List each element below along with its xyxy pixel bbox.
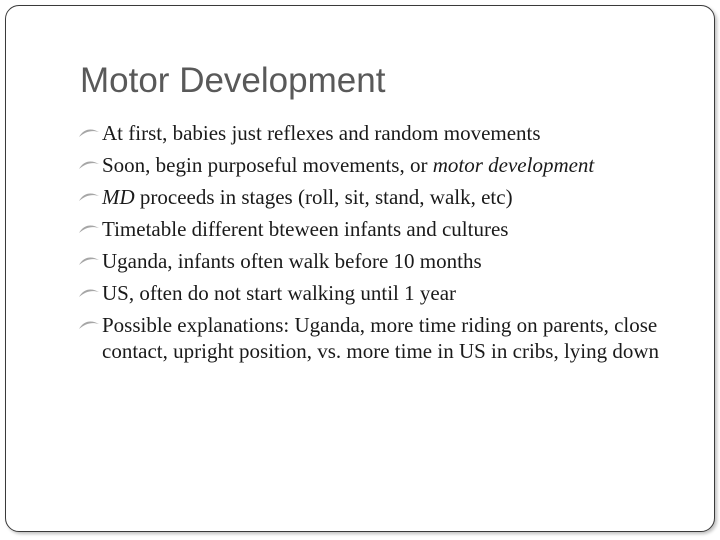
swoosh-bullet-icon: [78, 277, 100, 309]
bullet-list: [76, 117, 696, 364]
bullet-emphasis: motor development: [432, 153, 595, 177]
swoosh-bullet-icon: [78, 149, 100, 181]
swoosh-bullet-icon: [78, 181, 100, 213]
bullet-text: US, often do not start walking until 1 year: [102, 281, 457, 305]
bullet-item: [76, 149, 696, 181]
bullet-item: [76, 213, 696, 245]
bullet-emphasis: MD: [102, 185, 135, 209]
bullet-text: Timetable different bteween infants and cultures: [102, 217, 509, 241]
bullet-item: [76, 309, 696, 364]
swoosh-bullet-icon: [78, 245, 100, 277]
bullet-text: Uganda, infants often walk before 10 months: [102, 249, 482, 273]
bullet-text: Possible explanations: Uganda, more time riding on parents, close contact, upright position, vs. more time in US in cribs, lying down: [102, 313, 660, 363]
slide-title: Motor Development: [80, 61, 386, 100]
bullet-item: [76, 181, 696, 213]
bullet-item: [76, 277, 696, 309]
swoosh-bullet-icon: [78, 117, 100, 149]
bullet-item: [76, 117, 696, 149]
swoosh-bullet-icon: [78, 213, 100, 245]
bullet-item: [76, 245, 696, 277]
bullet-text: proceeds in stages (roll, sit, stand, walk, etc): [134, 185, 513, 209]
bullet-text: Soon, begin purposeful movements, or: [102, 153, 433, 177]
bullet-text: At first, babies just reflexes and random movements: [102, 121, 541, 145]
swoosh-bullet-icon: [78, 309, 100, 341]
